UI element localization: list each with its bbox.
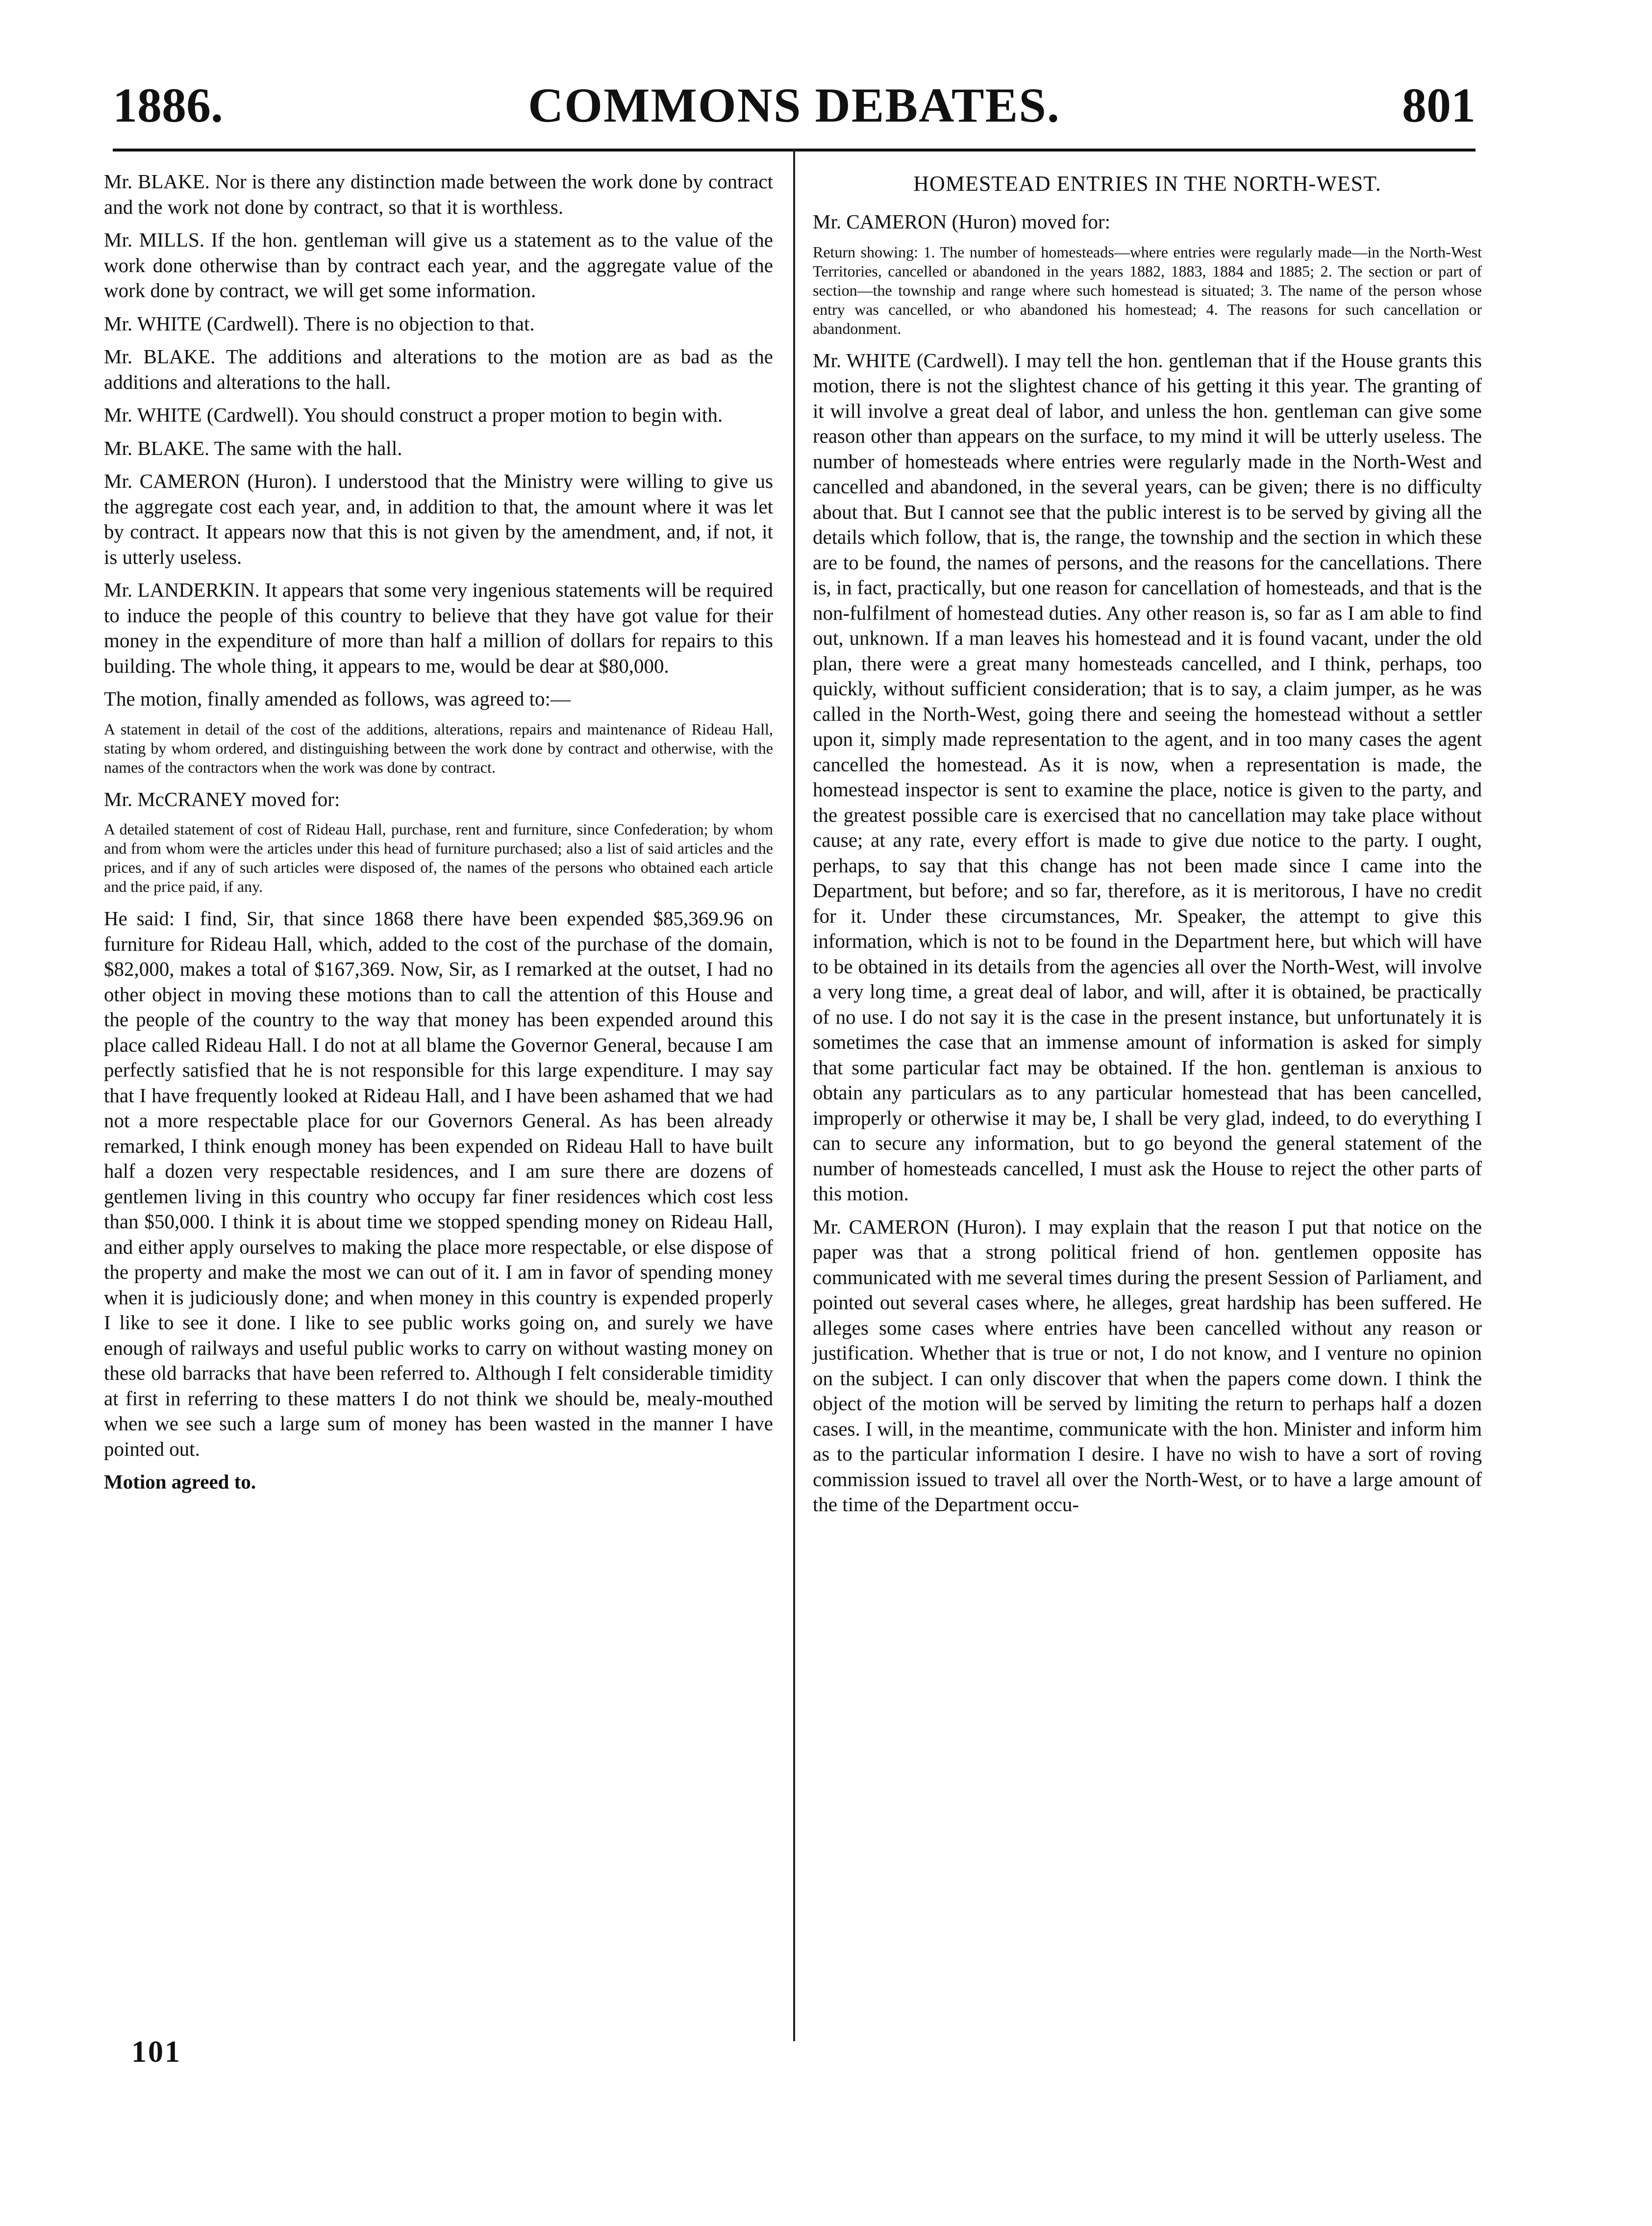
speech-white-1: Mr. WHITE (Cardwell). There is no objection to that. — [104, 312, 535, 335]
speech-blake-2: Mr. BLAKE. The additions and alterations to the motion are as bad as the additions and alterations to the hall. — [104, 345, 773, 393]
speech-blake-1: Mr. BLAKE. Nor is there any distinction made between the work done by contract and the work not done by contract, so that it is worthless. — [104, 170, 773, 218]
page-header — [113, 74, 1476, 137]
section-heading: HOMESTEAD ENTRIES IN THE NORTH-WEST. — [913, 172, 1381, 196]
right-column — [813, 169, 1482, 1525]
signature-mark: 101 — [131, 2035, 181, 2069]
motion-agreed: Motion agreed to. — [104, 1470, 256, 1493]
motion-text-rideau-alterations: A statement in detail of the cost of the additions, alterations, repairs and maintenance of Rideau Hall, stating by whom ordered, and distinguishing between the work done by contract and otherwise, with the names of the contractors when the work was done by contract. — [104, 720, 773, 776]
page-number: 801 — [1402, 78, 1476, 132]
publication-title: COMMONS DEBATES. — [528, 78, 1060, 132]
cameron-motion-intro: Mr. CAMERON (Huron) moved for: — [813, 210, 1110, 233]
speech-cameron-1: Mr. CAMERON (Huron). I understood that the Ministry were willing to give us the aggregate cost each year, and, in addition to that, the amount where it was let by contract. It appears now that this is not given by the amendment, and, if not, it is utterly useless. — [104, 470, 773, 568]
motion-text-rideau-cost: A detailed statement of cost of Rideau Hall, purchase, rent and furniture, since Confederation; by whom and from whom were the articles under this head of furniture purchased; also a list of said articles and the prices, and if any of such articles were disposed of, the names of the persons who obtained each article and the price paid, if any. — [104, 820, 773, 895]
motion-text-homesteads: Return showing: 1. The number of homesteads—where entries were regularly made—in the North-West Territories, cancelled or abandoned in the years 1882, 1883, 1884 and 1885; 2. The section or part of section—the township and range where such homestead is situated; 3. The name of the person whose entry was cancelled, or who abandoned his homestead; 4. The reasons for such cancellation or abandonment. — [813, 243, 1482, 337]
speech-white-3: Mr. WHITE (Cardwell). I may tell the hon. gentleman that if the House grants this motion, there is not the slightest chance of his getting it this year. The granting of it will involve a great deal of labor, and unless the hon. gentleman can give some reason other than appears on the surface, to my mind it will be utterly useless. The number of homesteads where entries were regularly made in the North-West and cancelled and abandoned, in the several years, can be given; there is no difficulty about that. But I cannot see that the public interest is to be served by giving all the details which follow, that is, the range, the township and the section in which these are to be found, the names of persons, and the reasons for the cancellations. There is, in fact, practically, but one reason for cancellation of homesteads, and that is the non-fulfilment of homestead duties. Any other reason is, so far as I am able to find out, unknown. If a man leaves his homestead and it is found vacant, under the old plan, there were a great many homesteads cancelled, and I think, perhaps, too quickly, without sufficient consideration; that is to say, a claim jumper, as he was called in the North-West, going there and seeing the homestead without a settler upon it, simply made representation to the agent, and in too many cases the agent cancelled the homestead. As it is now, when a representation is made, the homestead inspector is sent to examine the place, notice is given to the party, and the greatest possible care is exercised that no cancellation may take place without cause; at any rate, every effort is made to give due notice to the party. I ought, perhaps, to say that this change has not been made since I came into the Department, but before; and so far, therefore, as it is meritorous, I have no credit for it. Under these circumstances, Mr. Speaker, the attempt to give this information, which is not to be found in the Department here, but which will have to be obtained in its details from the agencies all over the North-West, will involve a very long time, a great deal of labor, and will, after it is obtained, be practically of no use. I do not say it is the case in the present instance, but unfortunately it is sometimes the case that an immense amount of information is asked for simply that some particular fact may be obtained. If the hon. gentleman is anxious to obtain any particulars as to any particular homestead that has been cancelled, improperly or otherwise it may be, I shall be very glad, indeed, to do everything I can to secure any information, but to go beyond the general statement of the number of homesteads cancelled, I must ask the House to reject the other parts of this motion. — [813, 349, 1482, 1205]
speech-mills: Mr. MILLS. If the hon. gentleman will give us a statement as to the value of the work done otherwise than by contract each year, and the aggregate value of the work done by contract, we will get some information. — [104, 228, 773, 302]
speech-blake-3: Mr. BLAKE. The same with the hall. — [104, 436, 402, 459]
speech-cameron-2: Mr. CAMERON (Huron). I may explain that the reason I put that notice on the paper was that a strong political friend of hon. gentlemen opposite has communicated with me several times during the present Session of Parliament, and pointed out several cases where, he alleges, great hardship has been suffered. He alleges some cases where entries have been cancelled without any reason or justification. Whether that is true or not, I do not know, and I venture no opinion on the subject. I can only discover that when the papers come down. I think the object of the motion will be served by limiting the return to perhaps half a dozen cases. I will, in the meantime, communicate with the hon. Minister and inform him as to the particular information I desire. I have no wish to have a sort of roving commission issued to travel all over the North-West, or to have a large amount of the time of the Department occu- — [813, 1215, 1482, 1516]
speech-white-2: Mr. WHITE (Cardwell). You should construct a proper motion to begin with. — [104, 404, 723, 426]
mccraney-motion-intro: Mr. McCRANEY moved for: — [104, 787, 340, 810]
speech-landerkin: Mr. LANDERKIN. It appears that some very ingenious statements will be required to induce the people of this country to believe that they have got value for their money in the expenditure of more than half a million of dollars for repairs to this building. The whole thing, it appears to me, would be dear at $80,000. — [104, 579, 773, 677]
motion-amended-intro: The motion, finally amended as follows, was agreed to:— — [104, 687, 571, 710]
speech-mccraney: He said: I find, Sir, that since 1868 there have been expended $85,369.96 on furniture for Rideau Hall, which, added to the cost of the purchase of the domain, $82,000, makes a total of $167,369. Now, Sir, as I remarked at the outset, I had no other object in moving these motions than to call the attention of this House and the people of the country to the way that money has been expended around this place called Rideau Hall. I do not at all blame the Governor General, because I am perfectly satisfied that he is not responsible for this large expenditure. I may say that I have frequently looked at Rideau Hall, and I have been ashamed that we had not a more respectable place for our Governors General. As has been already remarked, I think enough money has been expended on Rideau Hall to have built half a dozen very respectable residences, and I am sure there are dozens of gentlemen living in this country who occupy far finer residences which cost less than $50,000. I think it is about time we stopped spending money on Rideau Hall, and either apply ourselves to making the place more respectable, or else dispose of the property and make the most we can out of it. I am in favor of spending money when it is judiciously done; and when money in this country is expended properly I like to see it done. I like to see public works going on, and surely we have enough of railways and useful public works to carry on without wasting money on these old barracks that have been referred to. Although I felt considerable timidity at first in referring to these matters I do not think we should be, mealy-mouthed when we see such a large sum of money has been wasted in the manner I have pointed out. — [104, 907, 773, 1460]
header-year: 1886. — [113, 78, 223, 132]
column-divider — [793, 149, 795, 2041]
left-column — [104, 169, 773, 1503]
